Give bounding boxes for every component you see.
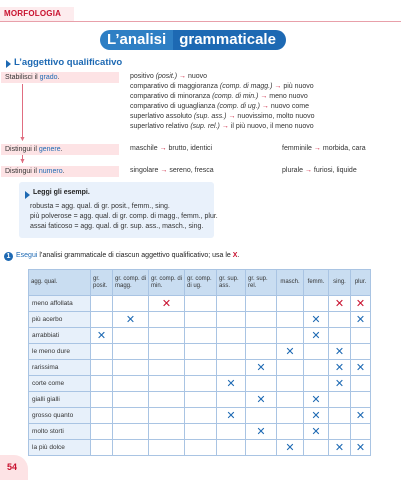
answer-cell[interactable] — [217, 440, 246, 456]
grado-label: superlativo relativo — [130, 123, 191, 130]
adjective-cell: la più dolce — [29, 440, 91, 456]
answer-cell[interactable] — [351, 376, 371, 392]
genere-right-label: femminile — [282, 145, 312, 152]
connector-arrow-icon: ▼ — [19, 136, 26, 143]
answer-cell[interactable] — [351, 328, 371, 344]
answer-cell[interactable]: ✕ — [277, 440, 304, 456]
answer-cell[interactable] — [149, 440, 185, 456]
column-header: gr. comp. di magg. — [113, 270, 149, 296]
adjective-cell: gialli gialli — [29, 392, 91, 408]
answer-cell[interactable] — [149, 328, 185, 344]
analysis-table — [28, 269, 371, 456]
adjective-cell: rarissima — [29, 360, 91, 376]
arrow-icon: → — [274, 83, 282, 90]
grado-example: nuovo come — [270, 103, 310, 110]
answer-cell[interactable]: ✕ — [277, 344, 304, 360]
answer-cell[interactable] — [185, 424, 217, 440]
answer-cell[interactable] — [91, 360, 113, 376]
genere-tag-prefix: Distingui il — [5, 146, 39, 153]
answer-cell[interactable] — [113, 392, 149, 408]
answer-cell[interactable]: ✕ — [246, 360, 277, 376]
grado-line — [130, 122, 314, 132]
answer-cell[interactable] — [185, 328, 217, 344]
answer-cell[interactable] — [217, 312, 246, 328]
answer-cell[interactable] — [149, 376, 185, 392]
column-header: gr. sup. ass. — [217, 270, 246, 296]
answer-cell[interactable] — [91, 392, 113, 408]
numero-right — [282, 166, 357, 176]
grado-line — [130, 92, 314, 102]
exercise-text-end: . — [237, 252, 240, 259]
adjective-cell: grosso quanto — [29, 408, 91, 424]
grado-tag-highlight: grado — [39, 74, 58, 81]
adjective-cell: le meno dure — [29, 344, 91, 360]
answer-cell[interactable] — [91, 424, 113, 440]
answer-cell[interactable]: ✕ — [246, 424, 277, 440]
arrow-icon: → — [179, 73, 187, 80]
answer-cell[interactable]: ✕ — [304, 328, 329, 344]
numero-tag-highlight: numero — [38, 168, 63, 175]
answer-cell[interactable] — [304, 440, 329, 456]
exercise-instruction — [16, 252, 239, 259]
genere-left-example: brutto, identici — [168, 145, 213, 152]
arrow-icon: → — [260, 93, 268, 100]
answer-cell[interactable] — [91, 408, 113, 424]
table-row — [29, 376, 371, 392]
answer-cell[interactable]: ✕ — [217, 408, 246, 424]
answer-cell[interactable]: ✕ — [149, 296, 185, 312]
grado-example: nuovissimo, molto nuovo — [237, 113, 315, 120]
column-header: agg. qual. — [29, 270, 91, 296]
arrow-icon: → — [221, 123, 229, 130]
answer-cell[interactable] — [351, 392, 371, 408]
table-row — [29, 392, 371, 408]
answer-cell[interactable]: ✕ — [329, 440, 351, 456]
answer-cell[interactable]: ✕ — [217, 376, 246, 392]
answer-cell[interactable] — [246, 344, 277, 360]
answer-cell[interactable] — [149, 312, 185, 328]
exercise-mark: X — [232, 252, 238, 259]
answer-cell[interactable]: ✕ — [304, 312, 329, 328]
answer-cell[interactable] — [149, 344, 185, 360]
adjective-cell: più acerbo — [29, 312, 91, 328]
grado-label: comparativo di maggioranza — [130, 83, 220, 90]
answer-cell[interactable] — [329, 312, 351, 328]
grado-line — [130, 102, 314, 112]
table-row — [29, 312, 371, 328]
answer-cell[interactable] — [217, 392, 246, 408]
adjective-cell: corte come — [29, 376, 91, 392]
grado-tag-suffix: . — [57, 74, 60, 81]
answer-cell[interactable] — [304, 376, 329, 392]
grado-abbreviation: (comp. di min.) — [212, 93, 259, 100]
exercise-text: l’analisi grammaticale di ciascun aggettivo qualificativo; usa le — [37, 252, 233, 259]
column-header: gr. sup. rel. — [246, 270, 277, 296]
answer-cell[interactable] — [185, 360, 217, 376]
grado-line — [130, 82, 314, 92]
section-label: MORFOLOGIA — [0, 7, 74, 21]
table-row — [29, 344, 371, 360]
column-header: sing. — [329, 270, 351, 296]
adjective-cell: molto storti — [29, 424, 91, 440]
arrow-icon: → — [304, 167, 312, 174]
answer-cell[interactable] — [277, 376, 304, 392]
genere-left-label: maschile — [130, 145, 158, 152]
answer-cell[interactable]: ✕ — [91, 328, 113, 344]
answer-cell[interactable] — [185, 392, 217, 408]
answer-cell[interactable] — [329, 408, 351, 424]
numero-left-example: sereno, fresca — [169, 167, 214, 174]
answer-cell[interactable]: ✕ — [329, 376, 351, 392]
table-row — [29, 328, 371, 344]
answer-cell[interactable] — [277, 296, 304, 312]
table-row — [29, 424, 371, 440]
answer-cell[interactable] — [304, 296, 329, 312]
answer-cell[interactable]: ✕ — [351, 312, 371, 328]
adjective-cell: meno affollata — [29, 296, 91, 312]
answer-cell[interactable] — [185, 344, 217, 360]
table-row — [29, 296, 371, 312]
genere-tag — [1, 144, 119, 155]
answer-cell[interactable] — [113, 296, 149, 312]
grado-tag-prefix: Stabilisci il — [5, 74, 40, 81]
answer-cell[interactable] — [113, 408, 149, 424]
grado-list — [130, 72, 314, 132]
adjective-cell: arrabbiati — [29, 328, 91, 344]
answer-cell[interactable] — [351, 344, 371, 360]
examples-box — [19, 182, 218, 238]
answer-cell[interactable]: ✕ — [246, 392, 277, 408]
answer-cell[interactable]: ✕ — [351, 360, 371, 376]
answer-cell[interactable]: ✕ — [351, 408, 371, 424]
grado-label: superlativo assoluto — [130, 113, 194, 120]
answer-cell[interactable] — [217, 328, 246, 344]
answer-cell[interactable] — [277, 360, 304, 376]
answer-cell[interactable] — [246, 440, 277, 456]
answer-cell[interactable]: ✕ — [329, 344, 351, 360]
answer-cell[interactable] — [113, 424, 149, 440]
arrow-icon: → — [313, 145, 321, 152]
grado-tag — [1, 72, 119, 83]
answer-cell[interactable] — [185, 376, 217, 392]
genere-right-example: morbida, cara — [322, 145, 366, 152]
answer-cell[interactable] — [149, 360, 185, 376]
answer-cell[interactable] — [185, 296, 217, 312]
numero-left — [130, 166, 214, 176]
answer-cell[interactable] — [91, 344, 113, 360]
numero-left-label: singolare — [130, 167, 159, 174]
answer-cell[interactable] — [277, 312, 304, 328]
answer-cell[interactable]: ✕ — [304, 392, 329, 408]
answer-cell[interactable] — [91, 312, 113, 328]
example-line: più polverose = agg. qual. di gr. comp. di magg., femm., plur. — [30, 213, 218, 220]
answer-cell[interactable] — [113, 344, 149, 360]
arrow-icon: → — [160, 167, 168, 174]
answer-cell[interactable] — [185, 440, 217, 456]
column-header: plur. — [351, 270, 371, 296]
grado-line — [130, 72, 314, 82]
numero-tag — [1, 166, 119, 177]
heading-bullet-icon — [6, 60, 11, 68]
genere-tag-suffix: . — [60, 146, 63, 153]
answer-cell[interactable] — [149, 408, 185, 424]
grado-abbreviation: (posit.) — [155, 73, 178, 80]
connector-arrow-icon: ▼ — [19, 158, 26, 165]
exercise-verb: Esegui — [16, 252, 38, 259]
answer-cell[interactable] — [217, 296, 246, 312]
table-header-row — [29, 270, 371, 296]
title-part-1: L’analisi — [100, 30, 173, 50]
column-header: femm. — [304, 270, 329, 296]
grado-abbreviation: (sup. rel.) — [190, 123, 220, 130]
answer-cell[interactable] — [277, 328, 304, 344]
page-number: 54 — [7, 462, 18, 472]
arrow-icon: → — [261, 103, 269, 110]
answer-cell[interactable] — [246, 408, 277, 424]
answer-cell[interactable] — [246, 312, 277, 328]
answer-cell[interactable] — [277, 392, 304, 408]
numero-right-example: furiosi, liquide — [313, 167, 357, 174]
examples-title: Leggi gli esempi. — [33, 189, 90, 196]
numero-tag-prefix: Distingui il — [5, 168, 39, 175]
grado-example: nuovo — [188, 73, 208, 80]
connector-line — [22, 84, 23, 140]
table-row — [29, 408, 371, 424]
answer-cell[interactable] — [277, 408, 304, 424]
column-header: gr. posit. — [91, 270, 113, 296]
answer-cell[interactable] — [185, 408, 217, 424]
numero-right-label: plurale — [282, 167, 304, 174]
column-header: gr. comp. di min. — [149, 270, 185, 296]
arrow-icon: → — [228, 113, 236, 120]
answer-cell[interactable] — [329, 392, 351, 408]
grado-example: più nuovo — [283, 83, 314, 90]
answer-cell[interactable] — [304, 360, 329, 376]
answer-cell[interactable]: ✕ — [304, 424, 329, 440]
grado-example: il più nuovo, il meno nuovo — [230, 123, 314, 130]
answer-cell[interactable] — [113, 328, 149, 344]
answer-cell[interactable] — [113, 376, 149, 392]
answer-cell[interactable] — [277, 424, 304, 440]
exercise-number: 1 — [4, 252, 13, 261]
column-header: masch. — [277, 270, 304, 296]
answer-cell[interactable] — [185, 312, 217, 328]
answer-cell[interactable] — [149, 424, 185, 440]
answer-cell[interactable] — [329, 424, 351, 440]
arrow-icon: → — [159, 145, 167, 152]
answer-cell[interactable]: ✕ — [304, 408, 329, 424]
answer-cell[interactable] — [329, 328, 351, 344]
genere-tag-highlight: genere — [38, 146, 61, 153]
answer-cell[interactable]: ✕ — [351, 440, 371, 456]
grado-abbreviation: (comp. di ug.) — [217, 103, 260, 110]
answer-cell[interactable]: ✕ — [351, 296, 371, 312]
answer-cell[interactable] — [351, 424, 371, 440]
table-row — [29, 360, 371, 376]
answer-cell[interactable] — [304, 344, 329, 360]
grado-label: positivo — [130, 73, 156, 80]
answer-cell[interactable] — [246, 328, 277, 344]
section-heading: L’aggettivo qualificativo — [14, 57, 123, 68]
column-header: gr. comp. di ug. — [185, 270, 217, 296]
answer-cell[interactable] — [91, 440, 113, 456]
page-title — [100, 30, 286, 50]
answer-cell[interactable]: ✕ — [113, 312, 149, 328]
grado-label: comparativo di minoranza — [130, 93, 213, 100]
answer-cell[interactable]: ✕ — [329, 360, 351, 376]
answer-cell[interactable] — [246, 296, 277, 312]
title-part-2: grammaticale — [173, 30, 286, 50]
grado-abbreviation: (sup. ass.) — [193, 113, 227, 120]
numero-tag-suffix: . — [62, 168, 65, 175]
answer-cell[interactable] — [149, 392, 185, 408]
examples-bullet-icon — [25, 191, 30, 199]
answer-cell[interactable] — [217, 424, 246, 440]
answer-cell[interactable] — [217, 360, 246, 376]
table-row — [29, 440, 371, 456]
example-line: assai faticoso = agg. qual. di gr. sup. ass., masch., sing. — [30, 223, 204, 230]
genere-right — [282, 144, 366, 154]
answer-cell[interactable] — [217, 344, 246, 360]
grado-abbreviation: (comp. di magg.) — [219, 83, 273, 90]
answer-cell[interactable] — [113, 440, 149, 456]
answer-cell[interactable]: ✕ — [329, 296, 351, 312]
header-divider — [0, 21, 401, 22]
genere-left — [130, 144, 212, 154]
answer-cell[interactable] — [113, 360, 149, 376]
grado-line — [130, 112, 314, 122]
answer-cell[interactable] — [91, 296, 113, 312]
example-line: robusta = agg. qual. di gr. posit., femm., sing. — [30, 203, 170, 210]
answer-cell[interactable] — [246, 376, 277, 392]
grado-example: meno nuovo — [269, 93, 308, 100]
answer-cell[interactable] — [91, 376, 113, 392]
grado-label: comparativo di uguaglianza — [130, 103, 218, 110]
